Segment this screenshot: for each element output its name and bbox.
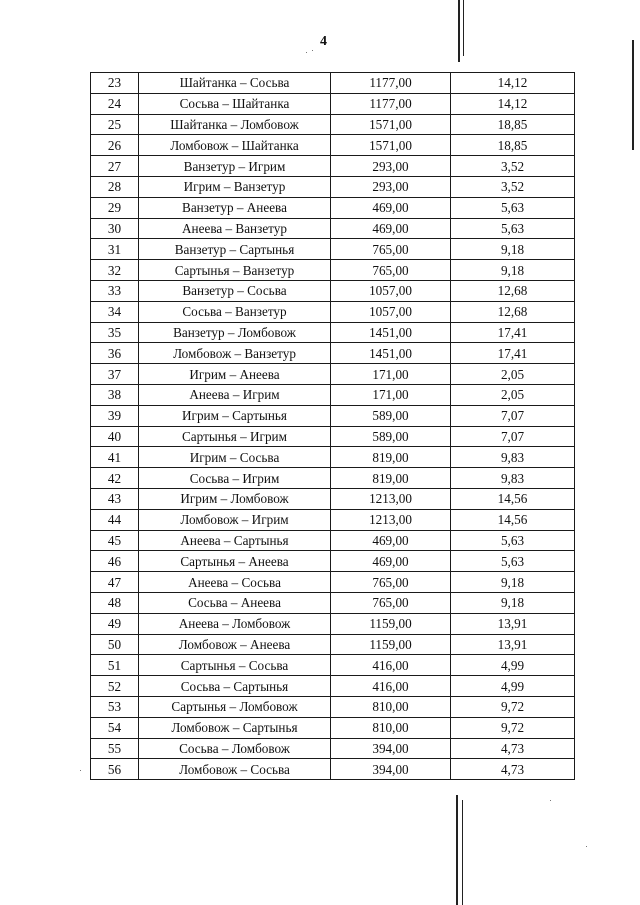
distance-cell: 469,00 [331, 551, 451, 572]
route-cell: Ванзетур – Ломбовож [139, 322, 331, 343]
price-cell: 18,85 [451, 114, 575, 135]
price-cell: 9,18 [451, 572, 575, 593]
row-number-cell: 33 [91, 280, 139, 301]
scan-speck [586, 846, 587, 847]
row-number-cell: 25 [91, 114, 139, 135]
table-row [91, 551, 575, 572]
distance-cell: 765,00 [331, 572, 451, 593]
distance-cell: 819,00 [331, 447, 451, 468]
distance-cell: 1571,00 [331, 135, 451, 156]
price-cell: 4,99 [451, 655, 575, 676]
scan-speck [312, 50, 313, 51]
route-cell: Сосьва – Сартынья [139, 676, 331, 697]
row-number-cell: 49 [91, 613, 139, 634]
table-row [91, 301, 575, 322]
table-row [91, 634, 575, 655]
route-cell: Ломбовож – Сосьва [139, 759, 331, 780]
distance-cell: 416,00 [331, 676, 451, 697]
table-row [91, 156, 575, 177]
row-number-cell: 28 [91, 176, 139, 197]
row-number-cell: 53 [91, 696, 139, 717]
price-cell: 18,85 [451, 135, 575, 156]
table-row [91, 717, 575, 738]
row-number-cell: 41 [91, 447, 139, 468]
route-cell: Игрим – Ломбовож [139, 488, 331, 509]
route-cell: Анеева – Ломбовож [139, 613, 331, 634]
routes-table [90, 72, 575, 780]
route-cell: Ванзетур – Сартынья [139, 239, 331, 260]
distance-cell: 589,00 [331, 405, 451, 426]
route-cell: Сартынья – Анеева [139, 551, 331, 572]
price-cell: 12,68 [451, 280, 575, 301]
distance-cell: 469,00 [331, 218, 451, 239]
price-cell: 2,05 [451, 384, 575, 405]
price-cell: 9,83 [451, 468, 575, 489]
price-cell: 13,91 [451, 634, 575, 655]
distance-cell: 1451,00 [331, 343, 451, 364]
table-row [91, 676, 575, 697]
table-row [91, 93, 575, 114]
table-row [91, 738, 575, 759]
distance-cell: 1057,00 [331, 301, 451, 322]
distance-cell: 1177,00 [331, 93, 451, 114]
price-cell: 3,52 [451, 176, 575, 197]
route-cell: Игрим – Ванзетур [139, 176, 331, 197]
route-cell: Ванзетур – Сосьва [139, 280, 331, 301]
price-cell: 5,63 [451, 551, 575, 572]
table-row [91, 322, 575, 343]
distance-cell: 1451,00 [331, 322, 451, 343]
price-cell: 13,91 [451, 613, 575, 634]
price-cell: 4,99 [451, 676, 575, 697]
table-row [91, 364, 575, 385]
distance-cell: 416,00 [331, 655, 451, 676]
price-cell: 14,12 [451, 93, 575, 114]
scan-artifact-line [632, 40, 634, 150]
distance-cell: 293,00 [331, 156, 451, 177]
distance-cell: 1159,00 [331, 613, 451, 634]
row-number-cell: 32 [91, 260, 139, 281]
price-cell: 17,41 [451, 322, 575, 343]
route-cell: Сосьва – Ванзетур [139, 301, 331, 322]
route-cell: Сосьва – Ломбовож [139, 738, 331, 759]
table-row [91, 239, 575, 260]
distance-cell: 469,00 [331, 197, 451, 218]
price-cell: 5,63 [451, 530, 575, 551]
price-cell: 17,41 [451, 343, 575, 364]
distance-cell: 1177,00 [331, 73, 451, 94]
route-cell: Сартынья – Сосьва [139, 655, 331, 676]
row-number-cell: 36 [91, 343, 139, 364]
price-cell: 2,05 [451, 364, 575, 385]
table-row [91, 696, 575, 717]
table-row [91, 447, 575, 468]
distance-cell: 765,00 [331, 592, 451, 613]
route-cell: Шайтанка – Сосьва [139, 73, 331, 94]
distance-cell: 810,00 [331, 696, 451, 717]
price-cell: 12,68 [451, 301, 575, 322]
row-number-cell: 29 [91, 197, 139, 218]
row-number-cell: 50 [91, 634, 139, 655]
route-cell: Сосьва – Анеева [139, 592, 331, 613]
row-number-cell: 35 [91, 322, 139, 343]
price-cell: 9,72 [451, 696, 575, 717]
route-cell: Ломбовож – Ванзетур [139, 343, 331, 364]
table-row [91, 135, 575, 156]
route-cell: Сосьва – Игрим [139, 468, 331, 489]
row-number-cell: 39 [91, 405, 139, 426]
route-cell: Анеева – Игрим [139, 384, 331, 405]
route-cell: Ломбовож – Игрим [139, 509, 331, 530]
row-number-cell: 47 [91, 572, 139, 593]
row-number-cell: 44 [91, 509, 139, 530]
row-number-cell: 37 [91, 364, 139, 385]
table-row [91, 509, 575, 530]
route-cell: Ломбовож – Анеева [139, 634, 331, 655]
price-cell: 14,12 [451, 73, 575, 94]
table-row [91, 197, 575, 218]
route-cell: Сартынья – Ломбовож [139, 696, 331, 717]
price-cell: 7,07 [451, 405, 575, 426]
table-row [91, 343, 575, 364]
table-row [91, 468, 575, 489]
distance-cell: 819,00 [331, 468, 451, 489]
price-cell: 9,83 [451, 447, 575, 468]
row-number-cell: 24 [91, 93, 139, 114]
price-cell: 5,63 [451, 218, 575, 239]
row-number-cell: 51 [91, 655, 139, 676]
row-number-cell: 46 [91, 551, 139, 572]
price-cell: 7,07 [451, 426, 575, 447]
row-number-cell: 31 [91, 239, 139, 260]
route-cell: Ванзетур – Анеева [139, 197, 331, 218]
distance-cell: 394,00 [331, 738, 451, 759]
distance-cell: 394,00 [331, 759, 451, 780]
route-cell: Сартынья – Ванзетур [139, 260, 331, 281]
row-number-cell: 56 [91, 759, 139, 780]
table-row [91, 260, 575, 281]
distance-cell: 589,00 [331, 426, 451, 447]
table-row [91, 655, 575, 676]
scan-speck [80, 770, 81, 771]
row-number-cell: 42 [91, 468, 139, 489]
routes-table-container [90, 72, 574, 780]
scan-artifact-line [458, 0, 460, 62]
scan-speck [550, 800, 551, 801]
route-cell: Игрим – Сосьва [139, 447, 331, 468]
distance-cell: 1057,00 [331, 280, 451, 301]
row-number-cell: 54 [91, 717, 139, 738]
table-row [91, 384, 575, 405]
table-row [91, 218, 575, 239]
scan-speck [306, 52, 307, 53]
row-number-cell: 26 [91, 135, 139, 156]
route-cell: Анеева – Ванзетур [139, 218, 331, 239]
price-cell: 9,72 [451, 717, 575, 738]
table-row [91, 488, 575, 509]
table-row [91, 530, 575, 551]
price-cell: 3,52 [451, 156, 575, 177]
price-cell: 4,73 [451, 738, 575, 759]
distance-cell: 810,00 [331, 717, 451, 738]
table-row [91, 176, 575, 197]
table-row [91, 572, 575, 593]
distance-cell: 765,00 [331, 239, 451, 260]
row-number-cell: 40 [91, 426, 139, 447]
table-row [91, 280, 575, 301]
price-cell: 5,63 [451, 197, 575, 218]
row-number-cell: 30 [91, 218, 139, 239]
scan-artifact-line [463, 0, 464, 56]
routes-table-body [91, 73, 575, 780]
row-number-cell: 27 [91, 156, 139, 177]
row-number-cell: 52 [91, 676, 139, 697]
distance-cell: 171,00 [331, 384, 451, 405]
route-cell: Ванзетур – Игрим [139, 156, 331, 177]
route-cell: Игрим – Анеева [139, 364, 331, 385]
route-cell: Ломбовож – Сартынья [139, 717, 331, 738]
page-number: 4 [320, 34, 327, 49]
route-cell: Ломбовож – Шайтанка [139, 135, 331, 156]
scan-artifact-line [456, 795, 458, 905]
row-number-cell: 23 [91, 73, 139, 94]
price-cell: 4,73 [451, 759, 575, 780]
distance-cell: 1213,00 [331, 488, 451, 509]
distance-cell: 469,00 [331, 530, 451, 551]
route-cell: Сосьва – Шайтанка [139, 93, 331, 114]
price-cell: 14,56 [451, 509, 575, 530]
table-row [91, 759, 575, 780]
route-cell: Анеева – Сосьва [139, 572, 331, 593]
row-number-cell: 34 [91, 301, 139, 322]
row-number-cell: 55 [91, 738, 139, 759]
table-row [91, 426, 575, 447]
table-row [91, 114, 575, 135]
distance-cell: 1571,00 [331, 114, 451, 135]
row-number-cell: 43 [91, 488, 139, 509]
row-number-cell: 48 [91, 592, 139, 613]
table-row [91, 73, 575, 94]
row-number-cell: 45 [91, 530, 139, 551]
price-cell: 9,18 [451, 260, 575, 281]
price-cell: 14,56 [451, 488, 575, 509]
distance-cell: 293,00 [331, 176, 451, 197]
distance-cell: 1159,00 [331, 634, 451, 655]
route-cell: Игрим – Сартынья [139, 405, 331, 426]
row-number-cell: 38 [91, 384, 139, 405]
table-row [91, 613, 575, 634]
route-cell: Шайтанка – Ломбовож [139, 114, 331, 135]
table-row [91, 405, 575, 426]
price-cell: 9,18 [451, 592, 575, 613]
table-row [91, 592, 575, 613]
route-cell: Сартынья – Игрим [139, 426, 331, 447]
distance-cell: 171,00 [331, 364, 451, 385]
price-cell: 9,18 [451, 239, 575, 260]
route-cell: Анеева – Сартынья [139, 530, 331, 551]
scan-artifact-line [462, 800, 463, 905]
distance-cell: 1213,00 [331, 509, 451, 530]
distance-cell: 765,00 [331, 260, 451, 281]
